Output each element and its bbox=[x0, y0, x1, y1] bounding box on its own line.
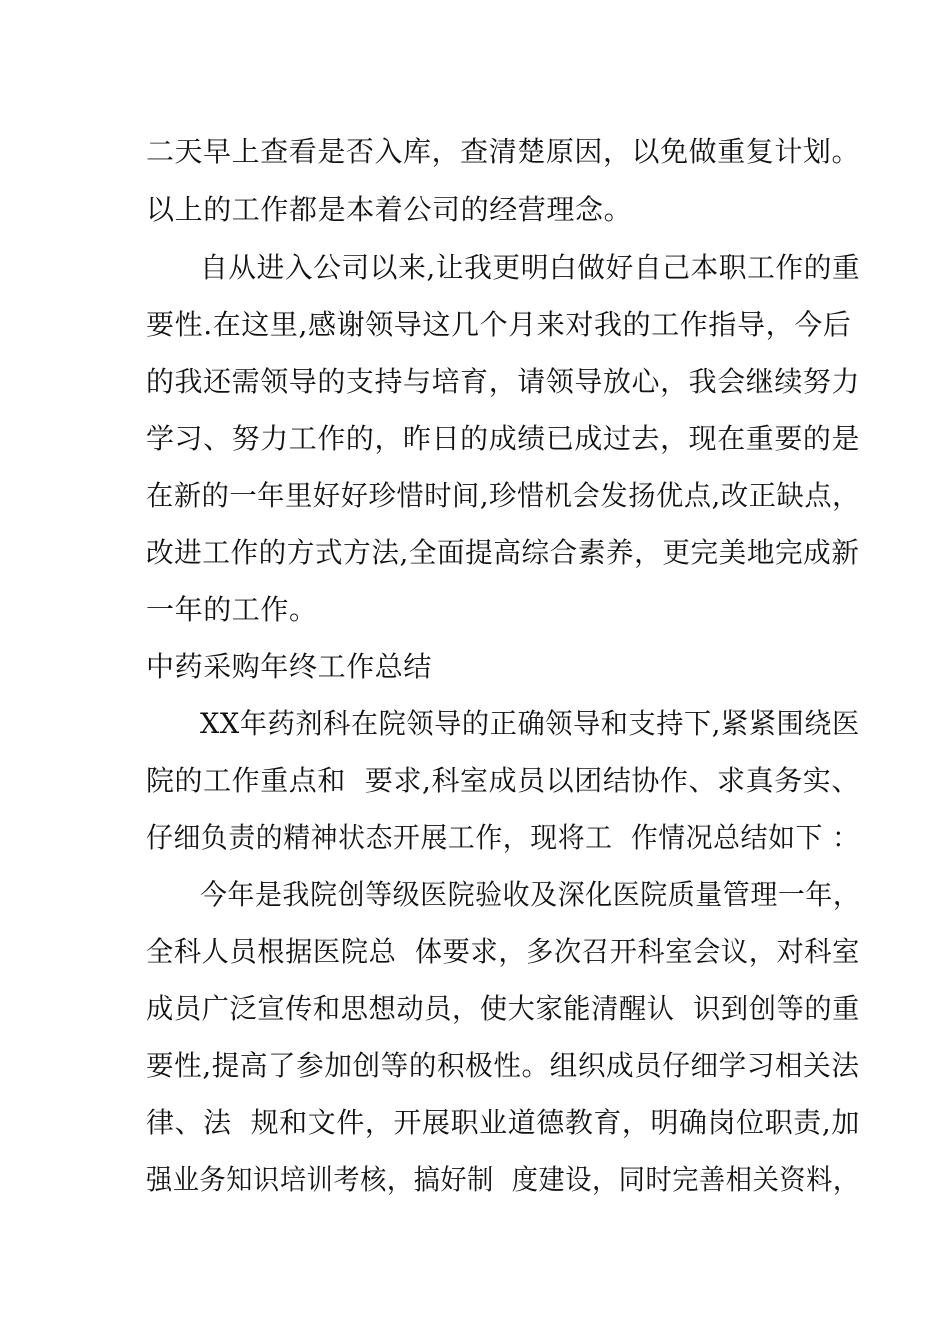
paragraph-start-line: 自从进入公司以来,让我更明白做好自己本职工作的重 bbox=[200, 251, 861, 284]
text-line: 要性,提高了参加创等的积极性。组织成员仔细学习相关法 bbox=[146, 1049, 860, 1082]
paragraph-start-line: 今年是我院创等级医院验收及深化医院质量管理一年， bbox=[200, 878, 861, 911]
text-line: 一年的工作。 bbox=[146, 593, 318, 626]
text-line: 仔细负责的精神状态开展工作，现将工 作情况总结如下 ： bbox=[146, 821, 860, 854]
text-line: 改进工作的方式方法,全面提高综合素养，更完美地完成新 bbox=[146, 536, 860, 569]
text-line: 律、法 规和文件，开展职业道德教育，明确岗位职责,加 bbox=[146, 1106, 860, 1139]
text-line: 成员广泛宣传和思想动员，使大家能清醒认 识到创等的重 bbox=[146, 992, 861, 1025]
text-line: 强业务知识培训考核，搞好制 度建设，同时完善相关资料， bbox=[146, 1163, 860, 1196]
text-line: 院的工作重点和 要求,科室成员以团结协作、求真务实、 bbox=[146, 764, 860, 797]
paragraph-start-line: XX年药剂科在院领导的正确领导和支持下,紧紧围绕医 bbox=[200, 707, 860, 740]
section-heading: 中药采购年终工作总结 bbox=[146, 650, 433, 683]
text-line: 的我还需领导的支持与培育，请领导放心，我会继续努力 bbox=[146, 365, 861, 398]
text-line: 在新的一年里好好珍惜时间,珍惜机会发扬优点,改正缺点， bbox=[146, 479, 861, 512]
text-line: 以上的工作都是本着公司的经营理念。 bbox=[146, 193, 633, 226]
text-line: 要性.在这里,感谢领导这几个月来对我的工作指导，今后 bbox=[146, 308, 852, 341]
text-line: 全科人员根据医院总 体要求，多次召开科室会议，对科室 bbox=[146, 935, 861, 968]
text-line: 学习、努力工作的，昨日的成绩已成过去，现在重要的是 bbox=[146, 422, 861, 455]
text-line: 二天早上查看是否入库，查清楚原因，以免做重复计划。 bbox=[146, 135, 861, 168]
